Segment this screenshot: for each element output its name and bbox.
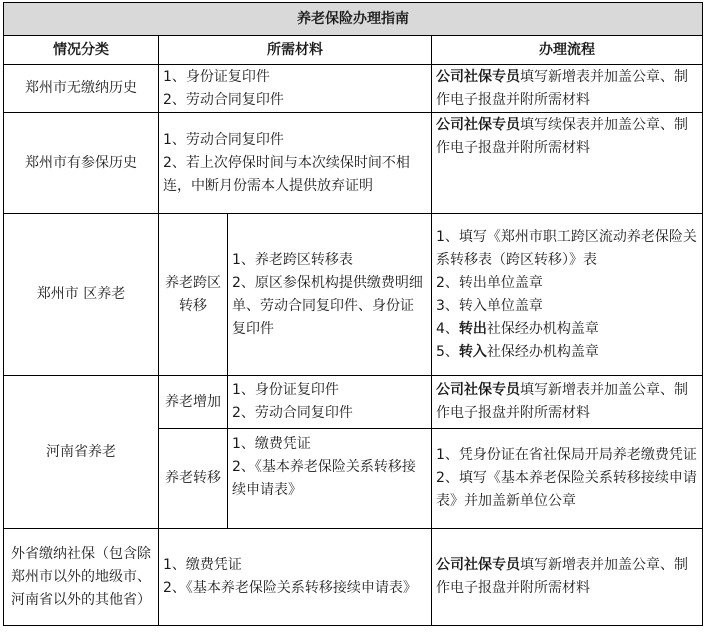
process-cell (432, 376, 703, 429)
process-bold: 公司社保专员 (436, 557, 520, 573)
process-step: 2、填写《基本养老保险关系转移接续申请表》并加盖新单位公章 (436, 470, 697, 509)
step-text: 社保经办机构盖章 (486, 343, 599, 360)
material-item: 2、《基本养老保险关系转移接续申请表》 (232, 459, 416, 498)
material-item: 1、缴费凭证 (232, 436, 311, 452)
material-item: 2、原区参保机构提供缴费明细单、劳动合同复印件、身份证复印件 (232, 274, 423, 337)
table-title: 养老保险办理指南 (4, 3, 703, 36)
process-cell (432, 429, 703, 529)
step-text: 4、 (436, 320, 459, 337)
process-step (436, 341, 698, 364)
materials-cell (228, 214, 432, 376)
process-text: 填写新增表并加盖公章、制作电子报盘并附所需材料 (436, 557, 688, 596)
table-row (4, 376, 703, 429)
category-cell: 郑州市有参保历史 (4, 113, 159, 214)
process-text: 填写续保表并加盖公章、制作电子报盘并附所需材料 (436, 117, 688, 156)
header-category: 情况分类 (4, 36, 159, 65)
process-text: 填写新增表并加盖公章、制作电子报盘并附所需材料 (436, 382, 688, 421)
table-row (4, 113, 703, 214)
step-bold: 转入 (458, 343, 487, 360)
header-process: 办理流程 (432, 36, 703, 65)
process-bold: 公司社保专员 (436, 68, 520, 85)
subcategory-cell: 养老增加 (159, 376, 228, 429)
material-item: 1、缴费凭证 (163, 557, 242, 573)
subcategory-cell: 养老跨区转移 (159, 214, 228, 376)
table-row (4, 65, 703, 113)
process-bold: 公司社保专员 (436, 382, 520, 398)
category-cell: 郑州市 区养老 (4, 214, 159, 376)
process-step (436, 295, 698, 318)
header-row (4, 36, 703, 65)
materials-cell (228, 376, 432, 429)
guide-table (3, 2, 703, 626)
materials-cell (159, 529, 432, 626)
material-item: 1、劳动合同复印件 (163, 131, 284, 148)
material-item: 2、劳动合同复印件 (232, 405, 353, 421)
step-text: 1、填写《郑州市职工跨区流动养老保险关系转移表（跨区转移）》表 (436, 228, 697, 268)
category-cell: 河南省养老 (4, 376, 159, 529)
step-text: 社保经办机构盖章 (486, 320, 599, 337)
category-cell: 外省缴纳社保（包含除郑州市以外的地级市、河南省以外的其他省） (4, 529, 159, 626)
header-materials: 所需材料 (159, 36, 432, 65)
process-bold: 公司社保专员 (436, 117, 520, 133)
step-bold: 转出 (458, 320, 487, 337)
material-item: 2、若上次停保时间与本次续保时间不相连，中断月份需本人提供放弃证明 (163, 154, 410, 194)
materials-cell (159, 113, 432, 214)
process-text: 填写新增表并加盖公章、制作电子报盘并附所需材料 (436, 68, 688, 108)
process-cell (432, 214, 703, 376)
subcategory-cell: 养老转移 (159, 429, 228, 529)
table-row (4, 214, 703, 376)
material-item: 2、劳动合同复印件 (163, 91, 284, 108)
process-cell (432, 113, 703, 214)
material-item: 2、《基本养老保险关系转移接续申请表》 (163, 580, 417, 596)
process-cell (432, 529, 703, 626)
process-step (436, 318, 698, 341)
process-step (436, 272, 698, 295)
materials-cell (159, 65, 432, 113)
material-item: 1、身份证复印件 (163, 68, 270, 85)
step-text: 3、转入单位盖章 (436, 297, 543, 314)
title-row (4, 3, 703, 36)
step-text: 2、转出单位盖章 (436, 274, 543, 291)
material-item: 1、身份证复印件 (232, 382, 339, 398)
materials-cell (228, 429, 432, 529)
category-cell: 郑州市无缴纳历史 (4, 65, 159, 113)
process-step (436, 226, 698, 272)
process-step: 1、凭身份证在省社保局开局养老缴费凭证 (436, 447, 697, 463)
material-item: 1、养老跨区转移表 (232, 251, 353, 268)
step-text: 5、 (436, 343, 459, 360)
table-row (4, 529, 703, 626)
process-cell (432, 65, 703, 113)
